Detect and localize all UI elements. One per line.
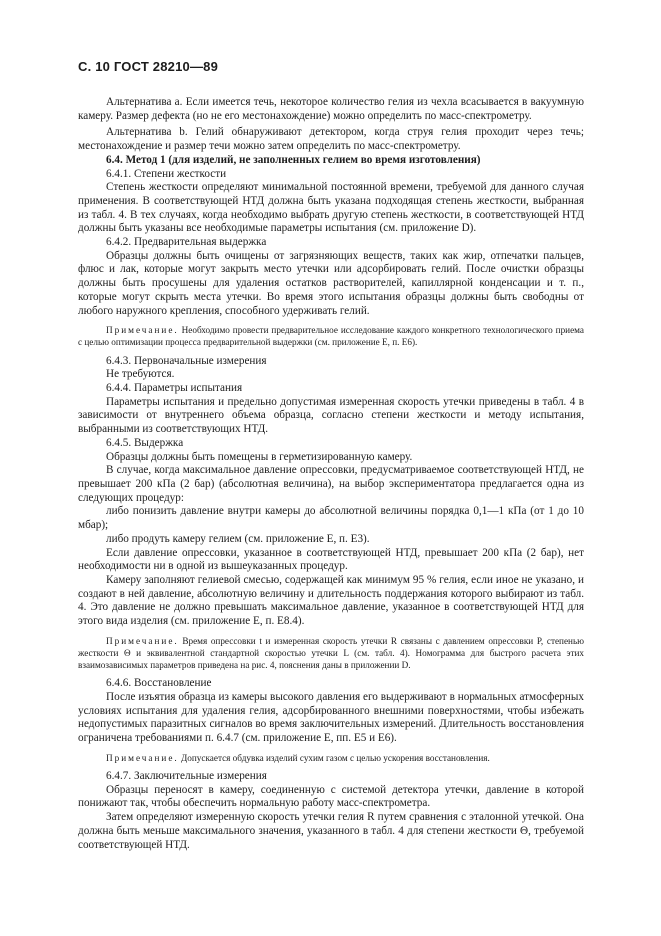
note-preconditioning <box>78 324 584 348</box>
paragraph-6-4-5-c: либо понизить давление внутри камеры до абсолютной величины порядка 0,1—1 кПа (от 1 до 10 мбар); <box>78 505 584 532</box>
note-text: Необходимо провести предварительное исследование каждого конкретного технологического приема с целью оптимизации процесса предварительной выдержки (см. приложение Е, п. Е6). <box>78 325 585 348</box>
section-heading-6-4: 6.4. Метод 1 (для изделий, не заполненных гелием во время изготовления) <box>106 153 481 166</box>
paragraph-6-4-5-a: Образцы должны быть помещены в герметизированную камеру. <box>106 450 413 463</box>
note-label: Примечание. <box>106 752 179 763</box>
paragraph-6-4-3: Не требуются. <box>106 368 175 381</box>
paragraph-6-4-1: Степень жесткости определяют минимальной постоянной времени, требуемой для данного случая применения. В соответствующей НТД должна быть указана подходящая степень жесткости, выбранная из табл. 4. В тех случаях, когда необходимо выбрать другую степень жесткости, в соответствующей НТД должны быть указаны все необходимые параметры испытания (см. приложение D). <box>78 181 584 235</box>
paragraph-6-4-5-b: В случае, когда максимальное давление опрессовки, предусматриваемое соответствующей НТД, не превышает 200 кПа (2 бар) (абсолютная величина), на выбор экспериментатора предлагается одна из следующих процедур: <box>78 464 584 504</box>
paragraph-6-4-5-f: Камеру заполняют гелиевой смесью, содержащей как минимум 95 % гелия, если иное не указано, и создают в ней давление, абсолютную величину и длительность поддержания которого выбирают из табл. 4. Это давление не должно превышать максимальное давление, указанное в соответствующей НТД для этого вида изделия (см. приложение Е, п. Е8.4). <box>78 573 584 628</box>
subsection-heading-6-4-1: 6.4.1. Степени жесткости <box>106 167 227 180</box>
paragraph-alternative-b: Альтернатива b. Гелий обнаруживают детектором, когда струя гелия проходит через течь; местонахождение и размер течи можно затем определить по масс-спектрометру. <box>78 126 584 153</box>
note-text: Допускается обдувка изделий сухим газом с целью ускорения восстановления. <box>181 752 490 763</box>
subsection-heading-6-4-5: 6.4.5. Выдержка <box>106 436 184 449</box>
paragraph-6-4-5-e: Если давление опрессовки, указанное в соответствующей НТД, превышает 200 кПа (2 бар), нет необходимости ни в одной из вышеуказанных процедур. <box>78 546 584 573</box>
subsection-heading-6-4-7: 6.4.7. Заключительные измерения <box>106 770 267 783</box>
paragraph-6-4-4: Параметры испытания и предельно допустимая измеренная скорость утечки приведены в табл. 4 в зависимости от внутреннего объема образца, согласно степени жесткости и методу испытания, выбранными из соответствующих НТД. <box>78 395 584 436</box>
paragraph-6-4-7-a: Образцы переносят в камеру, соединенную с системой детектора утечки, давление в которой понижают так, чтобы обеспечить нормальную работу масс-спектрометра. <box>78 783 584 810</box>
paragraph-6-4-7-b: Затем определяют измеренную скорость утечки гелия R путем сравнения с эталонной утечкой. Она должна быть меньше максимального значения, указанного в табл. 4 для степени жесткости Θ, требуемой соответствующей НТД. <box>78 811 584 851</box>
subsection-heading-6-4-3: 6.4.3. Первоначальные измерения <box>106 354 267 367</box>
note-label: Примечание. <box>106 635 179 646</box>
note-pressure-time <box>78 635 584 672</box>
subsection-heading-6-4-2: 6.4.2. Предварительная выдержка <box>106 236 267 249</box>
note-text: Время опрессовки t и измеренная скорость утечки R связаны с давлением опрессовки P, степенью жесткости Θ и эквивалентной стандартной скоростью утечки L (см. табл. 4). Номограмма для быстрого расчета этих взаимозависимых параметров приведена на рис. 4, пояснения даны в приложении D. <box>78 635 584 671</box>
paragraph-6-4-2: Образцы должны быть очищены от загрязняющих веществ, таких как жир, отпечатки пальцев, флюс и лак, которые могут закрыть место утечки или адсорбировать гелий. После очистки образцы должны быть просушены для удаления остатков растворителей, капиллярной конденсации и т. п., которые могут скрыть места утечки. Во время этого испытания образцы должны быть свободны от любого наружного крепления, способного удерживать гелий. <box>78 249 584 317</box>
note-recovery <box>78 752 584 764</box>
paragraph-alternative-a: Альтернатива а. Если имеется течь, некоторое количество гелия из чехла всасывается в вакуумную камеру. Размер дефекта (но не его местонахождение) можно определить по масс-спектрометру. <box>78 96 584 122</box>
paragraph-6-4-5-d: либо продуть камеру гелием (см. приложение Е, п. Е3). <box>106 532 370 545</box>
page-header: С. 10 ГОСТ 28210—89 <box>78 59 219 74</box>
paragraph-6-4-6: После изъятия образца из камеры высокого давления его выдерживают в нормальных атмосферных условиях испытания для удаления гелия, адсорбированного внешними поверхностями, чтобы избежать недопустимых паразитных сигналов во время заключительных измерений. Длительность восстановления ограничена требованиями п. 6.4.7 (см. приложение Е, пп. Е5 и Е6). <box>78 691 584 745</box>
subsection-heading-6-4-6: 6.4.6. Восстановление <box>106 677 212 690</box>
page-content <box>78 96 584 852</box>
subsection-heading-6-4-4: 6.4.4. Параметры испытания <box>106 382 243 395</box>
note-label: Примечание. <box>106 325 179 336</box>
